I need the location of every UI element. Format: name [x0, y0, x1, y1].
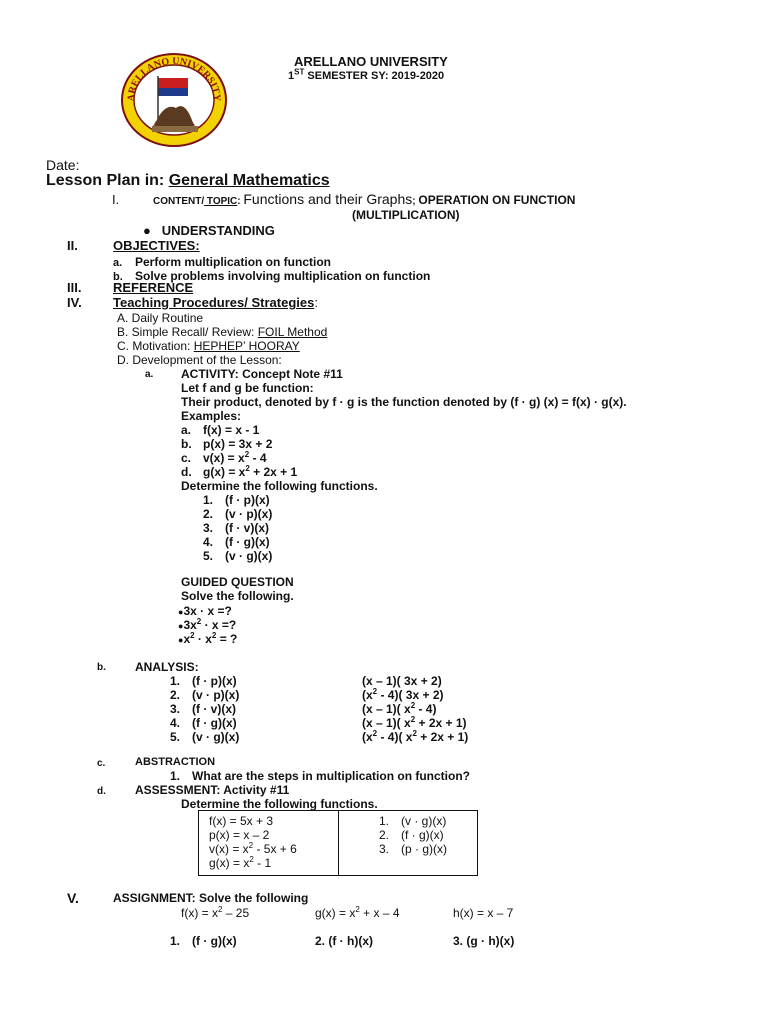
function-item: 2. (v · p)(x): [203, 507, 273, 521]
analysis-row: 1. (f · p)(x): [170, 674, 237, 688]
understanding-bullet: ● UNDERSTANDING: [143, 223, 275, 238]
function-item: 4. (f · g)(x): [203, 535, 270, 549]
procedure-item: A. Daily Routine: [117, 311, 204, 325]
content-numeral: I.: [112, 192, 120, 207]
assignment-function-g: $g(x) = x^2 + x - 4$: [315, 905, 400, 920]
analysis-letter: b.: [97, 662, 106, 673]
topic-title: Functions and their Graphs: [243, 191, 413, 207]
guided-item: $●x^2 \cdot x^2$ = ?: [178, 631, 238, 646]
function-item: 3. (f · v)(x): [203, 521, 269, 535]
seal-top-text: ARELLANO UNIVERSITY: [125, 55, 223, 102]
motivation-link: HEPHEP’ HOORAY: [193, 339, 300, 353]
assessment-tasks-cell: [339, 811, 477, 875]
analysis-row: 4. (f · g)(x): [170, 716, 237, 730]
assignment-function-f: $f(x) = x^2 - 25$: [181, 905, 250, 920]
assessment-function: $v(x) = x^2 - 5x + 6$: [209, 841, 297, 856]
procedure-item: C. Motivation: HEPHEP’ HOORAY: [117, 339, 300, 353]
assessment-determine: Determine the following functions.: [181, 797, 378, 811]
assessment-letter: d.: [97, 786, 106, 797]
examples-label: Examples:: [181, 409, 242, 423]
procedures-numeral: IV.: [67, 295, 82, 310]
abstraction-letter: c.: [97, 758, 106, 769]
reference-title: REFERENCE: [113, 280, 194, 295]
analysis-row: 3. (f · v)(x): [170, 702, 236, 716]
activity-definition: Their product, denoted by f · g is the function denoted by (f · g) (x) = f(x) · g(x).: [181, 395, 627, 409]
example-item: a. f(x) = x - 1: [181, 423, 260, 437]
activity-title: ACTIVITY: Concept Note #11: [181, 367, 343, 381]
analysis-expression: (x – 1)( 3x + 2): [362, 674, 442, 688]
topic-operation-sub: (MULTIPLICATION): [352, 208, 460, 222]
function-item: 1. (f · p)(x): [203, 493, 270, 507]
lesson-subject: General Mathematics: [168, 172, 330, 189]
analysis-expression: (x – 1)( $x^2 + 2x + 1$): [362, 715, 467, 730]
determine-label: Determine the following functions.: [181, 479, 378, 493]
assessment-function: p(x) = x – 2: [209, 828, 270, 842]
analysis-expression: $(x^2 - 4)$( $x^2 + 2x + 1$): [362, 729, 469, 744]
example-item: b. p(x) = 3x + 2: [181, 437, 273, 451]
assessment-task: 2. (f · g)(x): [379, 828, 444, 842]
guided-question-sub: Solve the following.: [181, 589, 294, 603]
objective-item: b. Solve problems involving multiplication on function: [113, 269, 431, 283]
example-item: c. $v(x) = x^2 - 4$: [181, 450, 267, 465]
analysis-row: 2. (v · p)(x): [170, 688, 240, 702]
reference-numeral: III.: [67, 280, 82, 295]
objectives-title: OBJECTIVES:: [113, 238, 200, 253]
assignment-numeral: V.: [67, 890, 79, 906]
guided-question-title: GUIDED QUESTION: [181, 575, 294, 589]
semester-line: 1ST SEMESTER SY: 2019-2020: [288, 67, 445, 82]
guided-item: $●3x^2 \cdot x$ =?: [178, 617, 237, 632]
assessment-task: 1. (v · g)(x): [379, 814, 447, 828]
assessment-title: ASSESSMENT: Activity #11: [135, 783, 290, 797]
date-label: Date:: [46, 157, 80, 173]
example-item: d. $g(x) = x^2 + 2x + 1$: [181, 464, 298, 479]
assessment-table: [198, 810, 478, 876]
content-topic-line: CONTENT/ TOPIC: Functions and their Graphs; OPERATION ON FUNCTION: [153, 191, 576, 207]
procedures-title: Teaching Procedures/ Strategies:: [113, 295, 318, 310]
assessment-task: 3. (p · g)(x): [379, 842, 447, 856]
abstraction-title: ABSTRACTION: [135, 756, 216, 768]
procedure-item: B. Simple Recall/ Review: FOIL Method: [117, 325, 328, 339]
abstraction-question: 1. What are the steps in multiplication on function?: [170, 769, 471, 783]
guided-item: ●3x · x =?: [178, 604, 232, 618]
topic-operation: OPERATION ON FUNCTION: [418, 193, 576, 207]
procedure-item: D. Development of the Lesson:: [117, 353, 282, 367]
activity-letter: a.: [145, 369, 154, 380]
university-seal-logo: [120, 52, 228, 148]
university-name: ARELLANO UNIVERSITY: [294, 54, 448, 69]
analysis-title: ANALYSIS:: [135, 660, 199, 674]
assessment-function: $g(x) = x^2 - 1$: [209, 855, 272, 870]
assignment-function-h: h(x) = x – 7: [453, 906, 514, 920]
analysis-expression: (x – 1)( $x^2 - 4$): [362, 701, 437, 716]
analysis-expression: $(x^2 - 4)$( 3x + 2): [362, 687, 444, 702]
assessment-function: f(x) = 5x + 3: [209, 814, 274, 828]
assignment-title: ASSIGNMENT: Solve the following: [113, 891, 309, 905]
objectives-numeral: II.: [67, 238, 78, 253]
assignment-item: 1. (f · g)(x): [170, 934, 237, 948]
analysis-row: 5. (v · g)(x): [170, 730, 240, 744]
foil-method-link: FOIL Method: [257, 325, 328, 339]
objective-item: a. Perform multiplication on function: [113, 255, 331, 269]
lesson-plan-title: Lesson Plan in: General Mathematics: [46, 172, 330, 189]
assignment-item: 3. (g · h)(x): [453, 934, 515, 948]
assignment-item: 2. (f · h)(x): [315, 934, 374, 948]
assessment-functions-cell: [199, 811, 339, 875]
function-item: 5. (v · g)(x): [203, 549, 273, 563]
activity-line: Let f and g be function:: [181, 381, 314, 395]
